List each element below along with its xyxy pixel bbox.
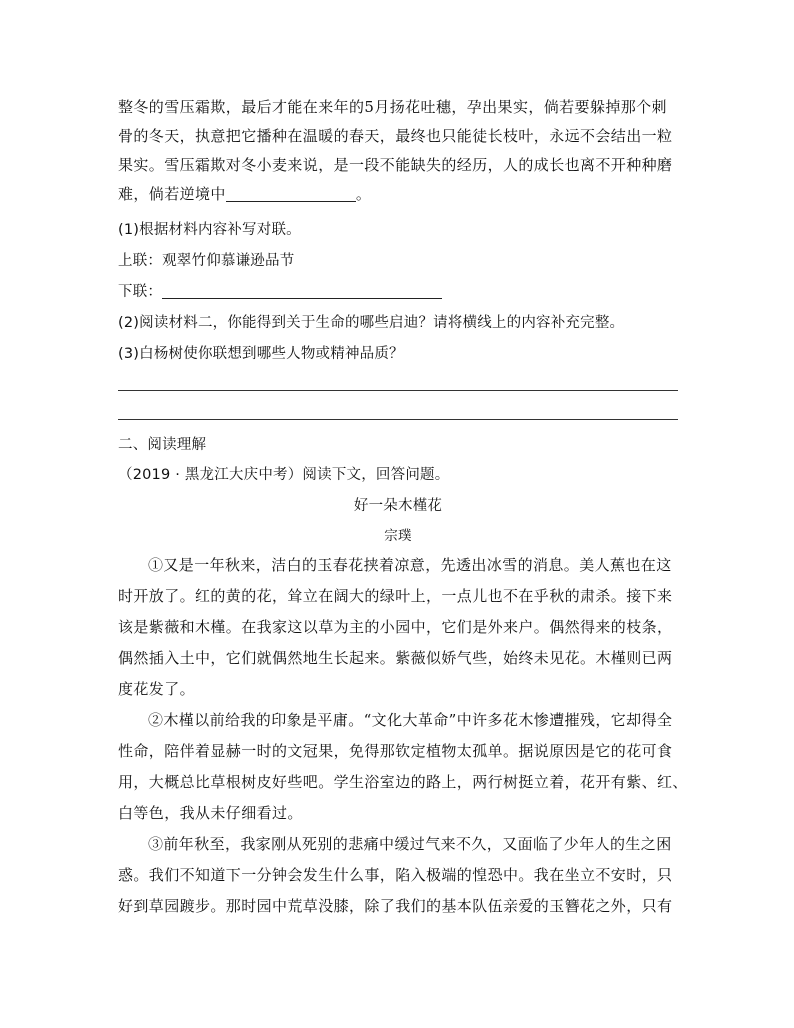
material-line: 果实。雪压霜欺对冬小麦来说，是一段不能缺失的经历，人的成长也离不开种种磨 [118,156,673,174]
question-3: (3)白杨树使你联想到哪些人物或精神品质？ [118,346,404,362]
answer-line-1[interactable] [118,390,678,391]
fill-in-blank[interactable] [226,183,356,202]
article-line: 好到草园踱步。那时园中荒草没膝，除了我们的基本队伍亲爱的玉簪花之外，只有 [118,897,673,915]
article-line: 性命，陪伴着显赫一时的文冠果，免得那钦定植物太孤单。据说原因是它的花可食 [118,742,673,760]
article-line: 时开放了。红的黄的花，耸立在阔大的绿叶上，一点儿也不在乎秋的肃杀。接下来 [118,587,673,605]
material-last-suffix: 。 [355,185,372,203]
question-1: (1)根据材料内容补写对联。 [118,222,301,238]
section-heading: 二、阅读理解 [118,437,207,453]
article-line: 用，大概总比草根树皮好些吧。学生浴室边的路上，两行树挺立着，花开有紫、红、 [118,773,688,791]
material-line: 整冬的雪压霜欺，最后才能在来年的5月扬花吐穗，孕出果实，倘若要躲掉那个刺 [118,98,667,116]
article-line: 白等色，我从未仔细看过。 [118,804,303,822]
material-last-line [118,180,678,209]
material-paragraph [118,93,678,209]
article-line: ③前年秋至，我家刚从死别的悲痛中缓过气来不久，又面临了少年人的生之困 [148,835,672,853]
article-author: 宗璞 [384,528,412,544]
lower-couplet-label: 下联： [118,284,163,300]
article-line: ②木槿以前给我的印象是平庸。“文化大革命”中许多花木惨遭摧残，它却得全 [148,711,673,729]
article-title: 好一朵木槿花 [353,498,443,514]
question-2: (2)阅读材料二，你能得到关于生命的哪些启迪？请将横线上的内容补充完整。 [118,315,625,331]
material-last-prefix: 难，倘若逆境中 [118,185,226,203]
article-line: 度花发了。 [118,680,196,698]
material-line: 骨的冬天，执意把它播种在温暖的春天，最终也只能徒长枝叶，永远不会结出一粒 [118,127,673,145]
article-line: 偶然插入土中，它们就偶然地生长起来。紫薇似娇气些，始终未见花。木槿则已两 [118,649,673,667]
source-line: （2019 · 黑龙江大庆中考）阅读下文，回答问题。 [118,467,450,483]
answer-line-2[interactable] [118,419,678,420]
article-body [118,550,688,922]
lower-couplet-row [118,277,678,308]
section-2-header [118,430,678,550]
article-line: 惑。我们不知道下一分钟会发生什么事，陷入极端的惶恐中。我在坐立不安时，只 [118,866,673,884]
article-line: ①又是一年秋来，洁白的玉春花挟着凉意，先透出冰雪的消息。美人蕉也在这 [148,556,672,574]
questions-block [118,215,678,370]
upper-couplet: 上联：观翠竹仰慕谦逊品节 [118,253,295,269]
article-line: 该是紫薇和木槿。在我家这以草为主的小园中，它们是外来户。偶然得来的枝条， [118,618,673,636]
lower-couplet-blank[interactable] [162,280,442,299]
